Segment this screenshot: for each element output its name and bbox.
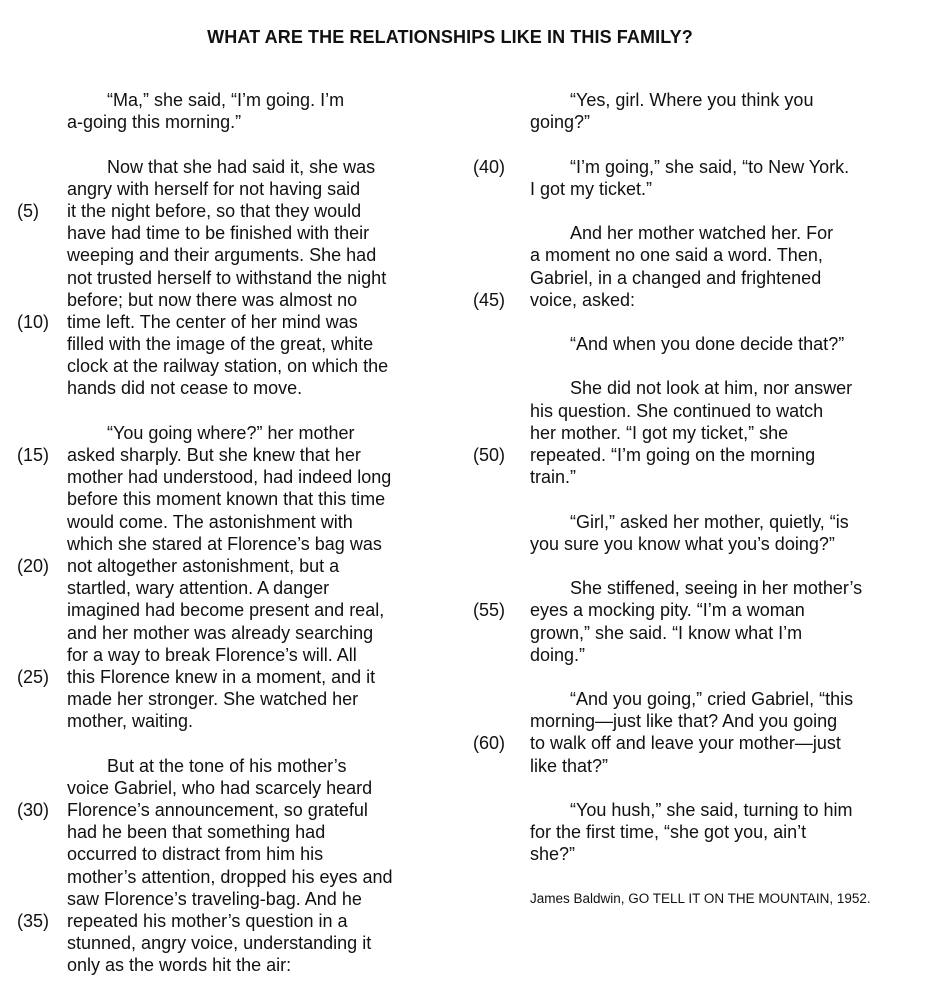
text-line [530, 377, 910, 399]
text-line [530, 710, 910, 732]
line-text: saw Florence’s traveling-bag. And he [67, 888, 362, 909]
line-text: time left. The center of her mind was [67, 311, 358, 332]
text-line [530, 577, 910, 599]
line-text: Florence’s announcement, so grateful [67, 800, 368, 820]
line-text: would come. The astonishment with [67, 511, 353, 532]
text-line [67, 622, 447, 644]
text-line [67, 111, 447, 133]
text-line [67, 821, 447, 843]
text-line [473, 156, 910, 178]
line-text: repeated. “I’m going on the morning [530, 445, 816, 465]
paragraph [17, 422, 447, 733]
line-text: filled with the image of the great, white [67, 334, 374, 355]
text-line [67, 954, 447, 976]
line-text: But at the tone of his mother’s [107, 755, 347, 776]
paragraph [17, 755, 447, 977]
text-line [530, 843, 910, 865]
text-line [17, 910, 447, 932]
text-line [67, 533, 447, 555]
line-number: (10) [17, 311, 50, 332]
text-line [67, 511, 447, 533]
text-line [67, 866, 447, 888]
text-line [67, 599, 447, 621]
line-text: have had time to be finished with their [67, 223, 370, 244]
line-text: before this moment known that this time [67, 489, 386, 510]
line-text: “I’m going,” she said, “to New York. [570, 156, 850, 177]
line-text: “And you going,” cried Gabriel, “this [570, 689, 854, 710]
text-line [530, 533, 910, 555]
text-line [17, 666, 447, 688]
line-text: she?” [530, 844, 576, 865]
text-line [530, 111, 910, 133]
line-text: only as the words hit the air: [67, 955, 292, 976]
line-number: (30) [17, 800, 50, 820]
paragraph [473, 377, 910, 488]
text-line [473, 444, 910, 466]
paragraph [530, 89, 910, 133]
text-line [67, 755, 447, 777]
line-text: doing.” [530, 644, 586, 665]
line-text: going?” [530, 112, 591, 133]
line-text: “Girl,” asked her mother, quietly, “is [570, 511, 849, 532]
text-line [530, 755, 910, 777]
text-line [67, 377, 447, 399]
text-line [530, 89, 910, 111]
text-line [67, 267, 447, 289]
line-text: her mother. “I got my ticket,” she [530, 422, 789, 443]
paragraph [67, 89, 447, 133]
text-line [530, 688, 910, 710]
page-title: WHAT ARE THE RELATIONSHIPS LIKE IN THIS FAMILY? [207, 27, 693, 47]
line-text: imagined had become present and real, [67, 600, 385, 621]
text-line [67, 888, 447, 910]
line-text: asked sharply. But she knew that her [67, 445, 361, 465]
text-line [67, 289, 447, 311]
text-line [530, 511, 910, 533]
line-text: I got my ticket.” [530, 178, 653, 199]
line-number: (15) [17, 445, 50, 465]
text-line [17, 200, 447, 222]
line-text: voice Gabriel, who had scarcely heard [67, 777, 373, 798]
text-line [67, 932, 447, 954]
line-text: And her mother watched her. For [570, 223, 834, 244]
text-line [530, 799, 910, 821]
line-text: mother, waiting. [67, 711, 194, 732]
line-text: like that?” [530, 755, 609, 776]
line-text: occurred to distract from him his [67, 844, 324, 865]
line-text: made her stronger. She watched her [67, 689, 359, 710]
line-text: had he been that something had [67, 822, 326, 843]
text-line [530, 400, 910, 422]
line-text: his question. She continued to watch [530, 400, 824, 421]
line-text: She did not look at him, nor answer [570, 378, 853, 399]
line-text: angry with herself for not having said [67, 178, 361, 199]
line-text: “You going where?” her mother [107, 422, 355, 443]
line-text: not trusted herself to withstand the night [67, 267, 387, 288]
line-text: Gabriel, in a changed and frightened [530, 267, 822, 288]
line-text: “Ma,” she said, “I’m going. I’m [107, 90, 345, 110]
text-line [530, 821, 910, 843]
paragraph [473, 222, 910, 311]
line-text: before; but now there was almost no [67, 289, 358, 310]
paragraph [17, 156, 447, 400]
text-line [530, 178, 910, 200]
line-number: (20) [17, 555, 50, 576]
line-text: mother had understood, had indeed long [67, 467, 392, 488]
line-number: (25) [17, 666, 50, 687]
line-text: clock at the railway station, on which the [67, 356, 389, 377]
line-text: hands did not cease to move. [67, 378, 303, 399]
paragraph [473, 577, 910, 666]
text-line [473, 732, 910, 754]
line-text: “Yes, girl. Where you think you [570, 90, 814, 110]
text-line [67, 222, 447, 244]
text-line [67, 488, 447, 510]
text-line [17, 311, 447, 333]
text-line [530, 622, 910, 644]
line-text: a-going this morning.” [67, 112, 242, 133]
line-text: for the first time, “she got you, ain’t [530, 822, 807, 843]
text-line [530, 333, 910, 355]
line-number: (60) [473, 733, 506, 754]
line-text: morning—just like that? And you going [530, 711, 838, 732]
line-number: (45) [473, 289, 506, 310]
line-text: and her mother was already searching [67, 622, 374, 643]
paragraph [473, 688, 910, 777]
paragraph [530, 511, 910, 555]
line-text: this Florence knew in a moment, and it [67, 666, 376, 687]
text-line [67, 466, 447, 488]
text-line [67, 156, 447, 178]
text-line [67, 577, 447, 599]
text-line [473, 599, 910, 621]
text-line [530, 222, 910, 244]
text-line [530, 644, 910, 666]
line-number: (35) [17, 910, 50, 931]
text-line [17, 555, 447, 577]
line-text: “You hush,” she said, turning to him [570, 800, 853, 820]
paragraph [530, 799, 910, 866]
text-line [67, 843, 447, 865]
line-text: grown,” she said. “I know what I’m [530, 622, 803, 643]
paragraph [473, 156, 910, 200]
line-text: which she stared at Florence’s bag was [67, 533, 382, 554]
line-text: startled, wary attention. A danger [67, 578, 330, 599]
text-line [67, 89, 447, 111]
text-line [67, 244, 447, 266]
text-line [17, 444, 447, 466]
text-line [67, 777, 447, 799]
text-line [530, 422, 910, 444]
line-number: (5) [17, 200, 39, 221]
line-text: voice, asked: [530, 289, 636, 310]
text-line [530, 244, 910, 266]
line-text: not altogether astonishment, but a [67, 555, 340, 576]
line-text: for a way to break Florence’s will. All [67, 644, 357, 665]
line-text: stunned, angry voice, understanding it [67, 933, 372, 954]
line-text: to walk off and leave your mother—just [530, 733, 841, 754]
text-line [67, 644, 447, 666]
line-text: mother’s attention, dropped his eyes and [67, 866, 393, 887]
line-number: (50) [473, 445, 506, 465]
text-line [67, 333, 447, 355]
source-attribution: James Baldwin, GO TELL IT ON THE MOUNTAIN, 1952. [530, 890, 871, 906]
text-line [67, 710, 447, 732]
line-text: She stiffened, seeing in her mother’s [570, 578, 863, 599]
line-number: (40) [473, 156, 506, 177]
line-text: weeping and their arguments. She had [67, 245, 377, 266]
line-number: (55) [473, 600, 506, 621]
line-text: train.” [530, 467, 577, 488]
text-line [67, 422, 447, 444]
text-line [473, 289, 910, 311]
text-line [67, 178, 447, 200]
text-line [67, 688, 447, 710]
text-line [67, 355, 447, 377]
line-text: Now that she had said it, she was [107, 156, 376, 177]
text-line [530, 267, 910, 289]
line-text: a moment no one said a word. Then, [530, 245, 823, 266]
line-text: it the night before, so that they would [67, 200, 362, 221]
line-text: repeated his mother’s question in a [67, 910, 348, 931]
passage-left-column [17, 89, 447, 999]
passage-right-column [473, 89, 910, 910]
text-line [530, 466, 910, 488]
paragraph [530, 333, 910, 355]
line-text: you sure you know what you’s doing?” [530, 533, 835, 554]
text-line [17, 799, 447, 821]
line-text: “And when you done decide that?” [570, 334, 845, 355]
line-text: eyes a mocking pity. “I’m a woman [530, 600, 805, 621]
